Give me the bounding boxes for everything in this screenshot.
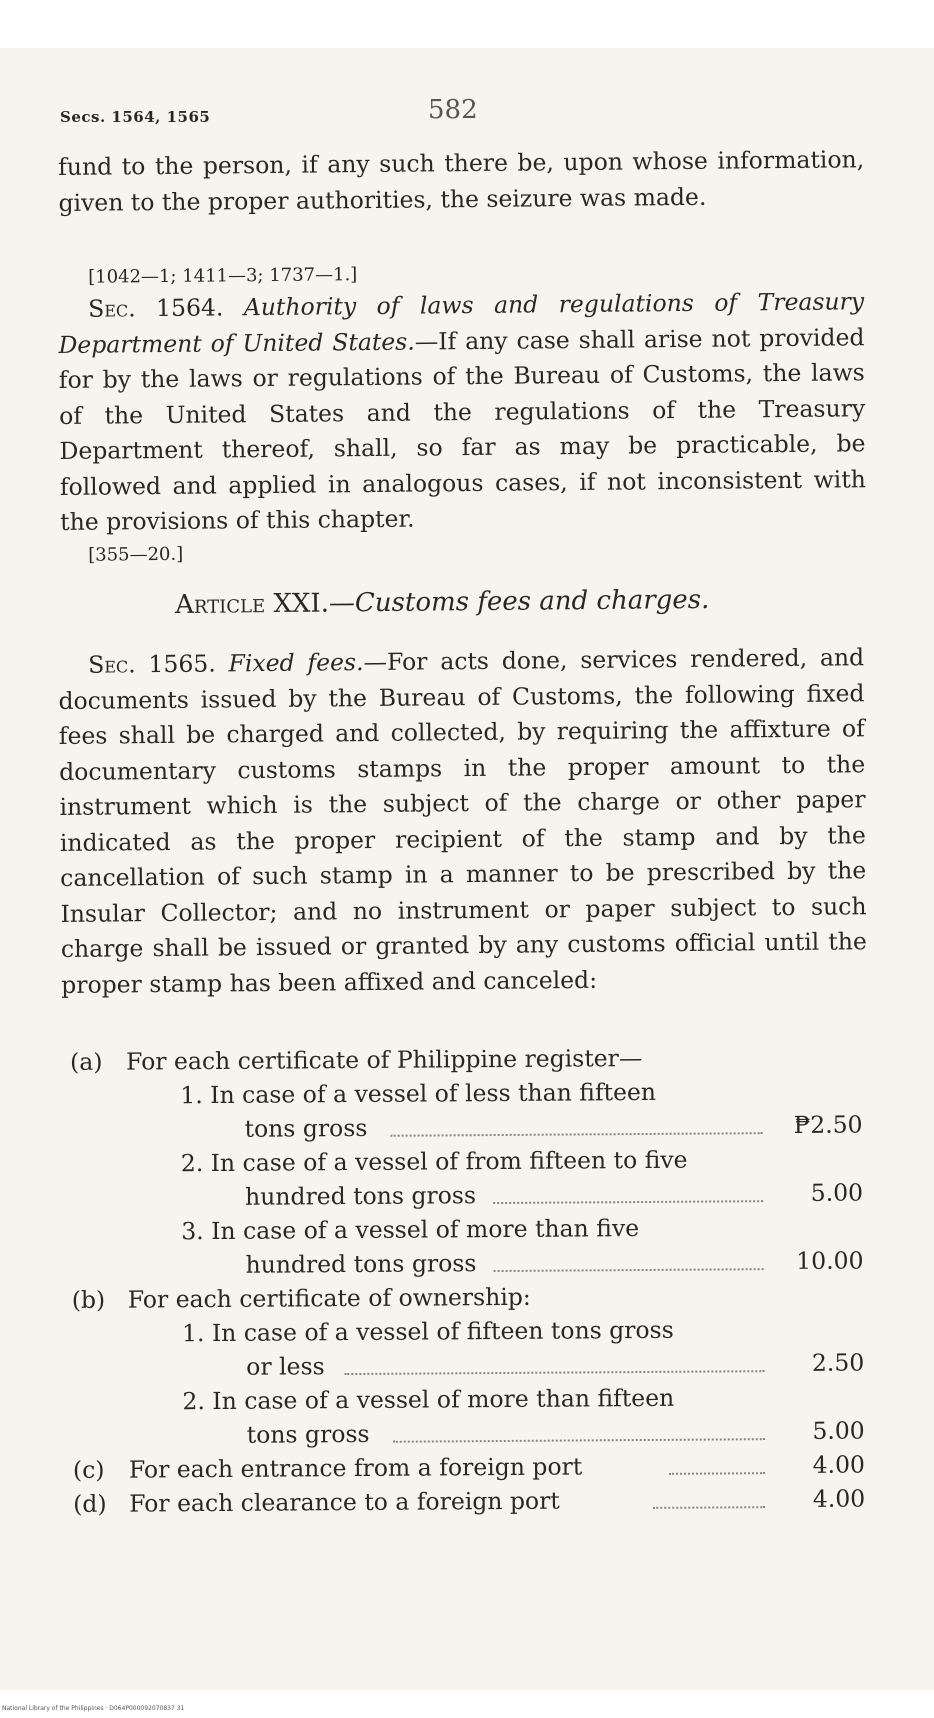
- item-a3-text-cont: hundred tons gross: [245, 1249, 477, 1279]
- dot-leader: [391, 1132, 763, 1137]
- item-a3-text: 3. In case of a vessel of more than five: [181, 1214, 640, 1246]
- fee-schedule: [70, 1039, 873, 1521]
- item-b2-text-cont: tons gross: [246, 1419, 370, 1449]
- section-1564-title: Authority of laws and regulations of Treasury Department of United States.: [58, 287, 865, 359]
- item-b1-text: 1. In case of a vessel of fifteen tons gross: [181, 1315, 674, 1348]
- schedule-item-b1-line1: [72, 1311, 872, 1351]
- item-a1-text-cont: tons gross: [244, 1113, 368, 1143]
- schedule-item-a1-line2: [70, 1107, 870, 1147]
- item-b2-text: 2. In case of a vessel of more than fifteen: [182, 1383, 675, 1416]
- item-a2-amount: 5.00: [810, 1178, 864, 1207]
- item-d-amount: 4.00: [812, 1484, 866, 1513]
- section-1564-text: —If any case shall arise not provided for by the laws or regulations of the Bureau of Customs, the laws of the United States and the regulations of the Treasury Department thereof, shall, so far as may be practicable, be followed and applied in analogous cases, if not inconsistent with the provisions of this chapter.: [58, 322, 866, 536]
- dot-leader: [653, 1506, 765, 1509]
- item-b1-text-cont: or less: [246, 1352, 325, 1381]
- citation-1-text: [1042—1; 1411—3; 1737—1.]: [88, 264, 358, 288]
- item-b2-amount: 5.00: [812, 1416, 865, 1445]
- article-label: Article XXI.: [175, 588, 330, 620]
- article-title: —Customs fees and charges.: [328, 584, 710, 619]
- item-d-text: For each clearance to a foreign port: [129, 1486, 560, 1518]
- dot-leader: [344, 1370, 764, 1375]
- item-a1-text: 1. In case of a vessel of less than fifteen: [180, 1077, 657, 1110]
- item-a1-amount: ₱2.50: [793, 1110, 863, 1139]
- schedule-item-a: [70, 1039, 870, 1079]
- item-a-text: For each certificate of Philippine register—: [126, 1044, 643, 1076]
- schedule-item-d: [73, 1481, 873, 1521]
- item-b-label: (b): [71, 1285, 106, 1314]
- section-1565-title: Fixed fees.: [228, 648, 364, 678]
- schedule-item-b2-line2: [73, 1413, 873, 1453]
- schedule-item-b1-line2: [72, 1345, 872, 1385]
- section-1565-label: Sec. 1565.: [88, 649, 216, 679]
- item-a-label: (a): [70, 1047, 103, 1076]
- paragraph-continuation: [58, 142, 865, 221]
- page-number: 582: [428, 95, 478, 125]
- section-1564: [58, 284, 866, 540]
- section-1565: [58, 640, 867, 1003]
- item-d-label: (d): [73, 1489, 107, 1518]
- item-c-text: For each entrance from a foreign port: [128, 1452, 583, 1484]
- citation-2-text: [355—20.]: [88, 543, 184, 566]
- schedule-item-b2-line1: [72, 1379, 872, 1419]
- running-head-sections: Secs. 1564, 1565: [60, 108, 211, 126]
- item-a3-amount: 10.00: [796, 1246, 864, 1275]
- dot-leader: [393, 1438, 765, 1443]
- item-c-amount: 4.00: [812, 1450, 866, 1479]
- item-a2-text: 2. In case of a vessel of from fifteen to five: [180, 1145, 688, 1178]
- schedule-item-c: [73, 1447, 873, 1487]
- schedule-item-a1-line1: [70, 1073, 870, 1113]
- schedule-item-a3-line1: [71, 1209, 871, 1249]
- dot-leader: [493, 1200, 763, 1204]
- item-c-label: (c): [72, 1455, 105, 1484]
- paragraph-continuation-text: fund to the person, if any such there be, upon whose information, given to the proper authorities, the seizure was made.: [58, 145, 865, 217]
- item-b1-amount: 2.50: [811, 1348, 865, 1377]
- section-1565-text: —For acts done, services rendered, and documents issued by the Bureau of Customs, the following fixed fees shall be charged and collected, by requiring the affixture of documentary customs stamps in the proper amount to the instrument which is the subject of the charge or other paper indicated as the proper recipient of the stamp and by the cancellation of such stamp in a manner to be prescribed by the Insular Collector; and no instrument or paper subject to such charge shall be issued or granted by any customs official until the proper stamp has been affixed and canceled:: [58, 643, 867, 999]
- schedule-item-b: [72, 1277, 872, 1317]
- scan-footer: National Library of the Philippines · D064P000092070837 31: [2, 1705, 185, 1712]
- dot-leader: [494, 1268, 764, 1272]
- item-b-text: For each certificate of ownership:: [127, 1282, 531, 1314]
- section-1564-label: Sec. 1564.: [88, 293, 224, 323]
- dot-leader: [669, 1472, 765, 1475]
- item-a2-text-cont: hundred tons gross: [244, 1181, 477, 1211]
- schedule-item-a3-line2: [71, 1243, 871, 1283]
- schedule-item-a2-line1: [71, 1141, 871, 1181]
- article-heading: [175, 585, 709, 620]
- schedule-item-a2-line2: [71, 1175, 871, 1215]
